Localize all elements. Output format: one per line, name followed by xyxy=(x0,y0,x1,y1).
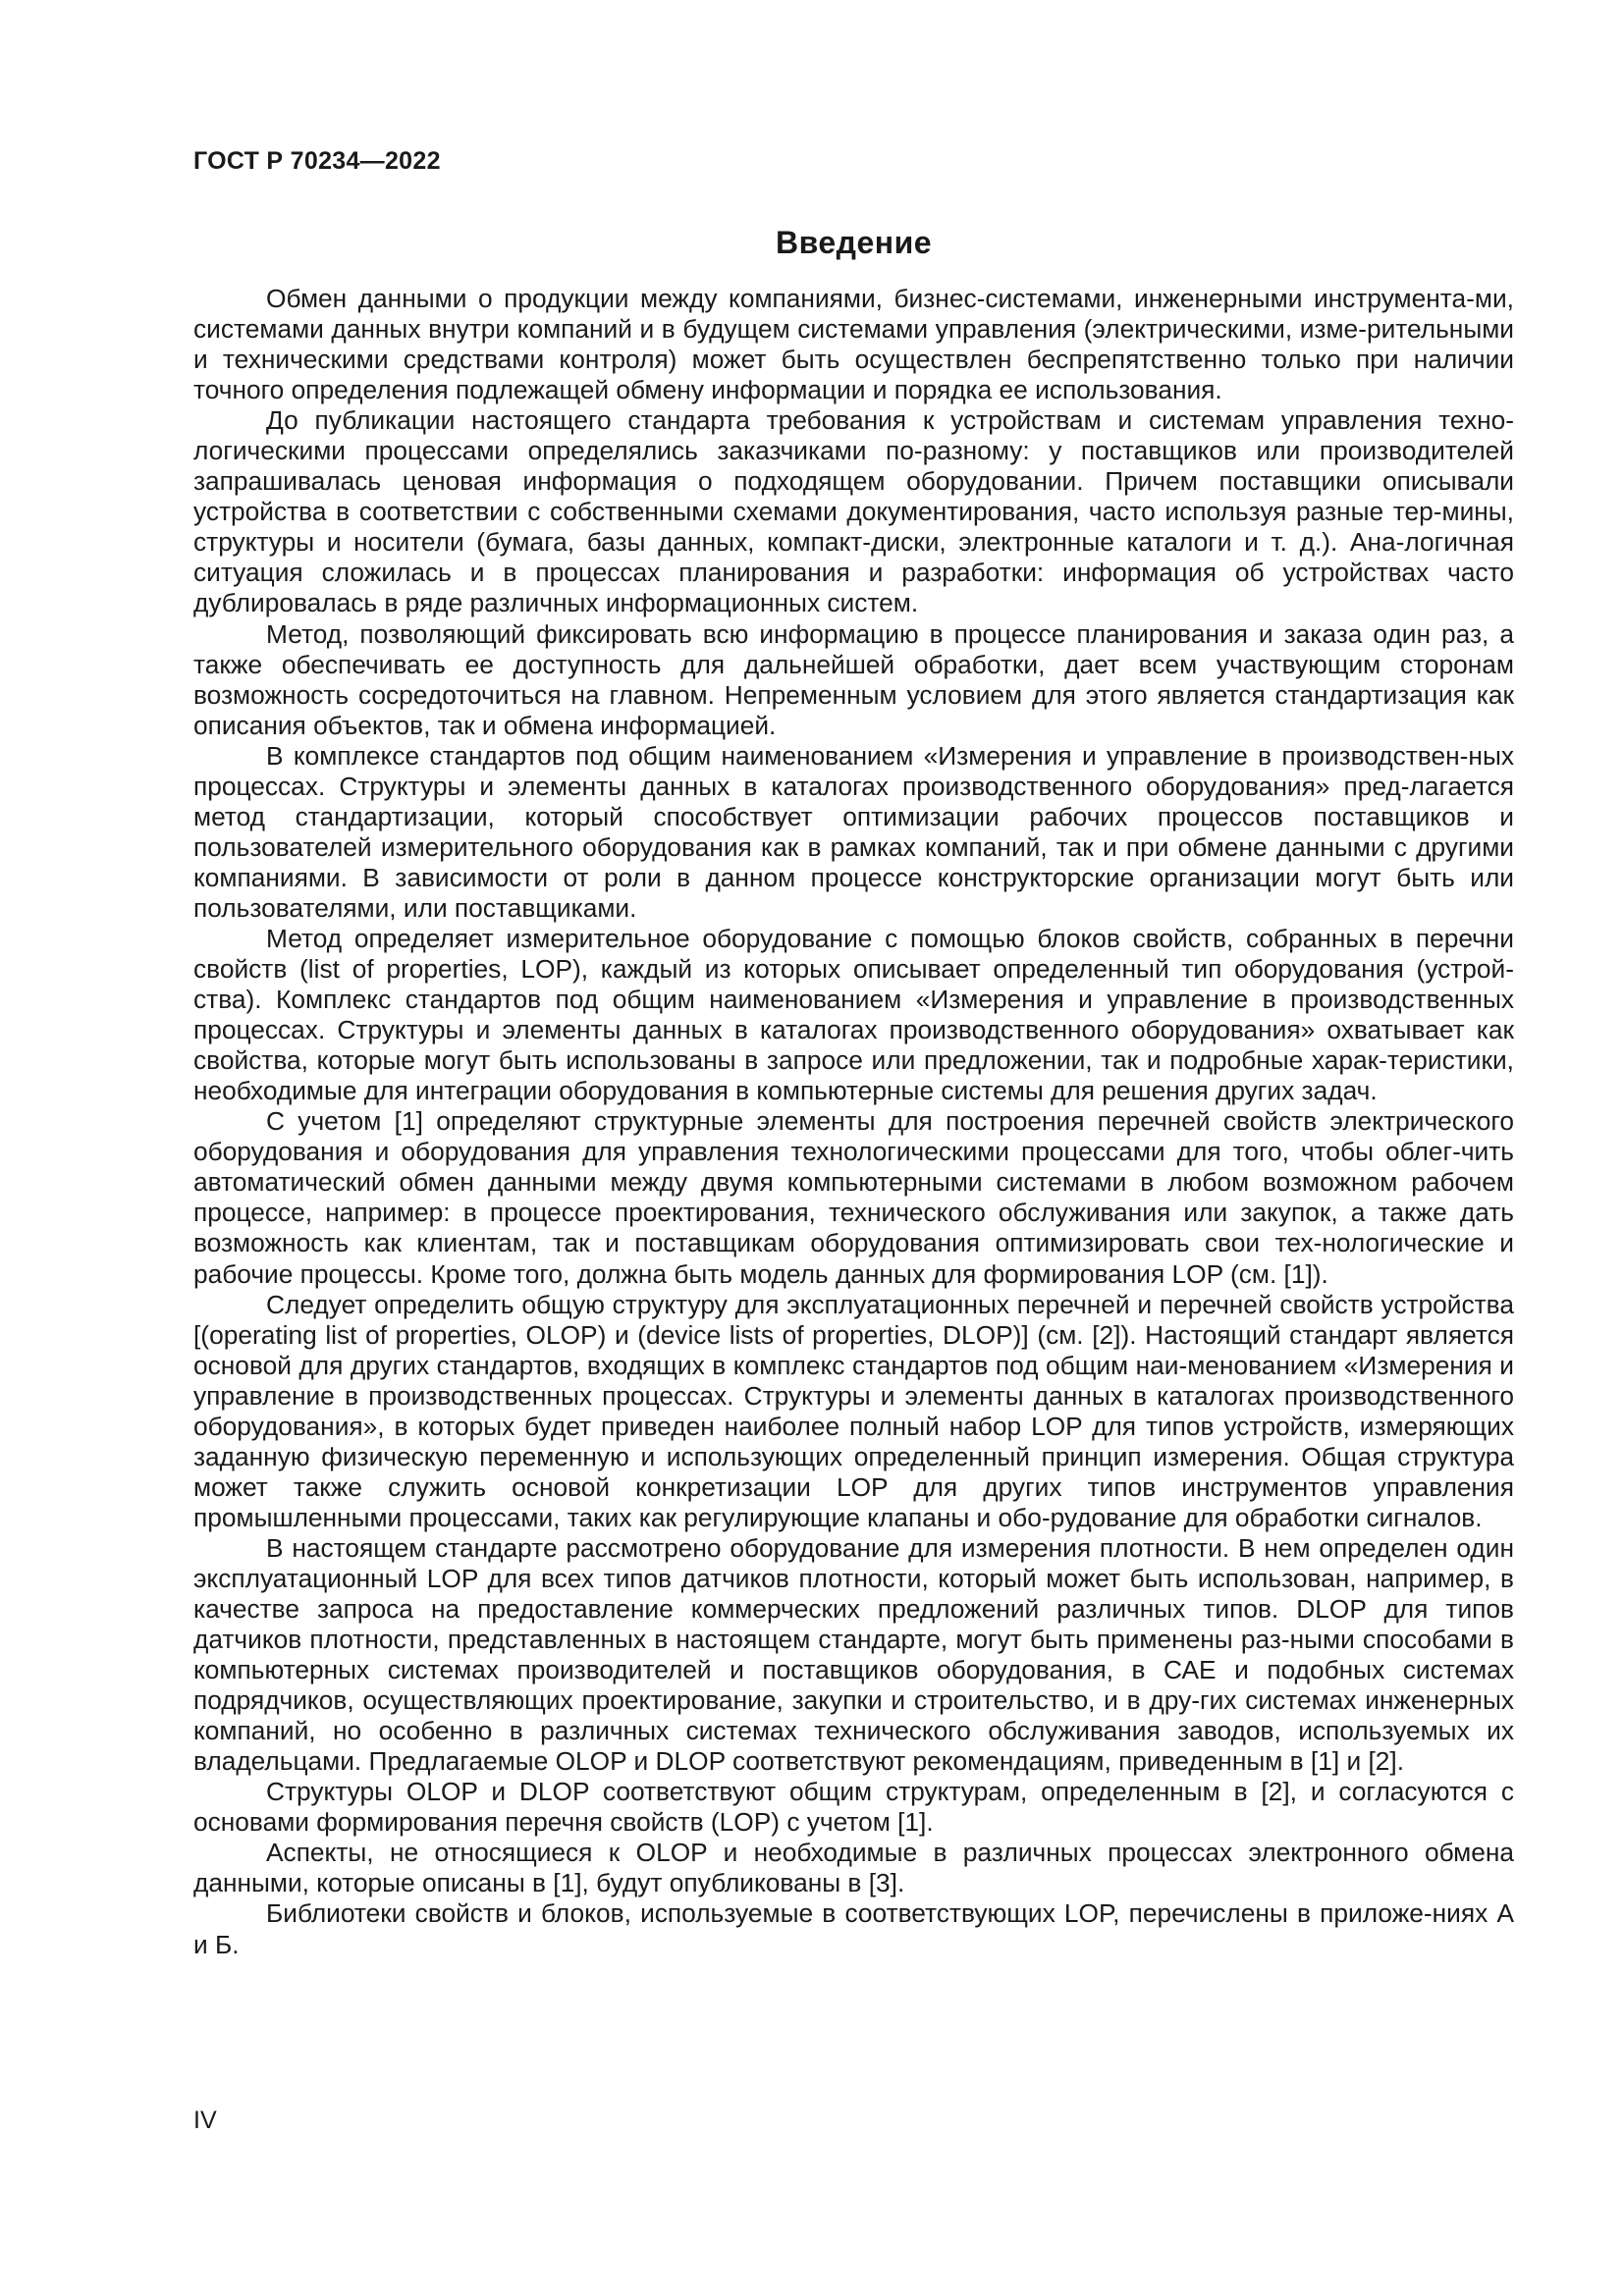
paragraph: Обмен данными о продукции между компаниями, бизнес-системами, инженерными инструмента-ми, системами данных внутри компаний и в будущем системами управления (электрическими, изме-рительными и техническими средствами контроля) может быть осуществлен беспрепятственно только при наличии точного определения подлежащей обмену информации и порядка ее использования. xyxy=(193,284,1514,405)
document-code-header: ГОСТ Р 70234—2022 xyxy=(193,147,441,175)
paragraph: В комплексе стандартов под общим наименованием «Измерения и управление в производствен-ных процессах. Структуры и элементы данных в каталогах производственного оборудования» пред-лагается метод стандартизации, который способствует оптимизации рабочих процессов поставщиков и пользователей измерительного оборудования как в рамках компаний, так и при обмене данными с другими компаниями. В зависимости от роли в данном процессе конструкторские организации могут быть или пользователями, или поставщиками. xyxy=(193,740,1514,923)
paragraph: Библиотеки свойств и блоков, используемые в соответствующих LOP, перечислены в приложе-ниях А и Б. xyxy=(193,1898,1514,1959)
paragraph: Метод, позволяющий фиксировать всю информацию в процессе планирования и заказа один раз, а также обеспечивать ее доступность для дальнейшей обработки, дает всем участвующим сторонам возможность сосредоточиться на главном. Непременным условием для этого является стандартизация как описания объектов, так и обмена информацией. xyxy=(193,618,1514,740)
section-title: Введение xyxy=(775,225,933,260)
paragraph: С учетом [1] определяют структурные элементы для построения перечней свойств электрического оборудования и оборудования для управления технологическими процессами для того, чтобы облег-чить автоматический обмен данными между двумя компьютерными системами в любом возможном рабочем процессе, например: в процессе проектирования, технического обслуживания или закупок, а также дать возможность как клиентам, так и поставщикам оборудования оптимизировать свои тех-нологические и рабочие процессы. Кроме того, должна быть модель данных для формирования LOP (см. [1]). xyxy=(193,1106,1514,1289)
paragraph: Структуры OLOP и DLOP соответствуют общим структурам, определенным в [2], и согласуются с основами формирования перечня свойств (LOP) с учетом [1]. xyxy=(193,1777,1514,1838)
paragraph: Следует определить общую структуру для эксплуатационных перечней и перечней свойств устройства [(operating list of properties, OLOP) и (device lists of properties, DLOP)] (см. [2]). Настоящий стандарт является основой для других стандартов, входящих в комплекс стандартов под общим наи-менованием «Измерения и управление в производственных процессах. Структуры и элементы данных в каталогах производственного оборудования», в которых будет приведен наиболее полный набор LOP для типов устройств, измеряющих заданную физическую переменную и использующих определенный принцип измерения. Общая структура может также служить основой конкретизации LOP для других типов инструментов управления промышленными процессами, таких как регулирующие клапаны и обо-рудование для обработки сигналов. xyxy=(193,1289,1514,1532)
paragraph: Аспекты, не относящиеся к OLOP и необходимые в различных процессах электронного обмена данными, которые описаны в [1], будут опубликованы в [3]. xyxy=(193,1838,1514,1898)
paragraph: До публикации настоящего стандарта требования к устройствам и системам управления техно-логическими процессами определялись заказчиками по-разному: у поставщиков или производителей запрашивалась ценовая информация о подходящем оборудовании. Причем поставщики описывали устройства в соответствии с собственными схемами документирования, часто используя разные тер-мины, структуры и носители (бумага, базы данных, компакт-диски, электронные каталоги и т. д.). Ана-логичная ситуация сложилась и в процессах планирования и разработки: информация об устройствах часто дублировалась в ряде различных информационных систем. xyxy=(193,405,1514,618)
page-number: IV xyxy=(193,2107,217,2134)
body-text xyxy=(193,284,1514,1960)
paragraph: Метод определяет измерительное оборудование с помощью блоков свойств, собранных в перечни свойств (list of properties, LOP), каждый из которых описывает определенный тип оборудования (устрой-ства). Комплекс стандартов под общим наименованием «Измерения и управление в производственных процессах. Структуры и элементы данных в каталогах производственного оборудования» охватывает как свойства, которые могут быть использованы в запросе или предложении, так и подробные харак-теристики, необходимые для интеграции оборудования в компьютерные системы для решения других задач. xyxy=(193,923,1514,1106)
paragraph: В настоящем стандарте рассмотрено оборудование для измерения плотности. В нем определен один эксплуатационный LOP для всех типов датчиков плотности, который может быть использован, например, в качестве запроса на предоставление коммерческих предложений различных типов. DLOP для типов датчиков плотности, представленных в настоящем стандарте, могут быть применены раз-ными способами в компьютерных системах производителей и поставщиков оборудования, в САЕ и подобных системах подрядчиков, осуществляющих проектирование, закупки и строительство, и в дру-гих системах инженерных компаний, но особенно в различных системах технического обслуживания заводов, используемых их владельцами. Предлагаемые OLOP и DLOP соответствуют рекомендациям, приведенным в [1] и [2]. xyxy=(193,1532,1514,1777)
